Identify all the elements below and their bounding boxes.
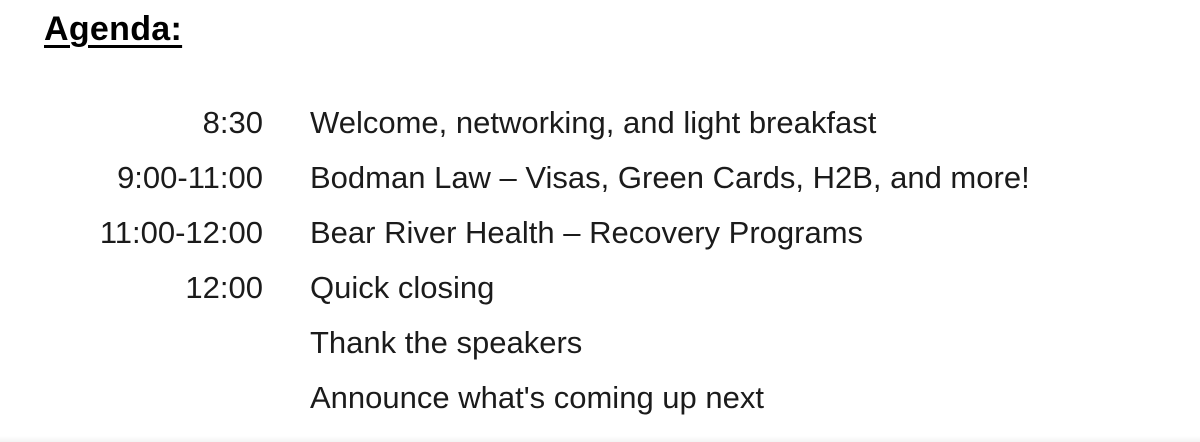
agenda-time: 9:00-11:00 xyxy=(117,160,263,195)
page-bottom-edge-shadow xyxy=(0,436,1200,442)
agenda-description: Welcome, networking, and light breakfast xyxy=(310,105,877,140)
agenda-description: Quick closing xyxy=(310,270,495,305)
agenda-description: Bear River Health – Recovery Programs xyxy=(310,215,864,250)
page-title: Agenda: xyxy=(44,10,183,48)
agenda-row xyxy=(0,315,1200,370)
agenda-time: 12:00 xyxy=(185,270,263,305)
agenda-row xyxy=(0,95,1200,150)
agenda-row xyxy=(0,150,1200,205)
agenda-row xyxy=(0,205,1200,260)
agenda-description: Bodman Law – Visas, Green Cards, H2B, and more! xyxy=(310,160,1030,195)
agenda-description: Thank the speakers xyxy=(310,325,583,360)
agenda-description: Announce what's coming up next xyxy=(310,380,764,415)
agenda-time: 8:30 xyxy=(202,105,263,140)
agenda-time: 11:00-12:00 xyxy=(99,215,263,250)
agenda-list xyxy=(0,95,1200,425)
agenda-row xyxy=(0,260,1200,315)
agenda-row xyxy=(0,370,1200,425)
